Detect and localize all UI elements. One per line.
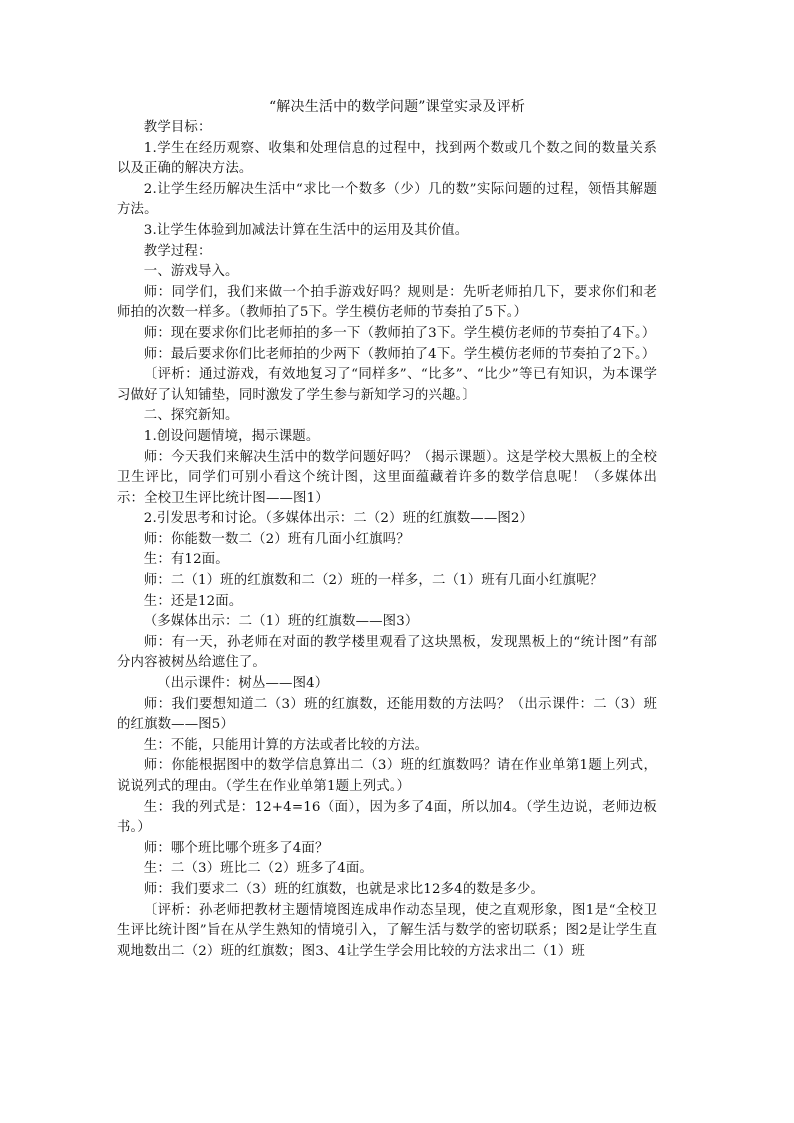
paragraph: 2.让学生经历解决生活中“求比一个数多（少）几的数”实际问题的过程，领悟其解题方法。 [117, 181, 657, 218]
paragraph: 〔评析：通过游戏，有效地复习了“同样多”、“比多”、“比少”等已有知识，为本课学习做好了认知铺垫，同时激发了学生参与新知学习的兴趣。〕 [117, 367, 657, 403]
paragraph: 师：同学们，我们来做一个拍手游戏好吗？规则是：先听老师拍几下，要求你们和老师拍的次数一样多。（教师拍了5下。学生模仿老师的节奏拍了5下。） [117, 284, 657, 321]
paragraph: （多媒体出示：二（1）班的红旗数——图3） [143, 614, 419, 630]
paragraph: 二、探究新知。 [143, 408, 239, 424]
paragraph: 师：二（1）班的红旗数和二（2）班的一样多，二（1）班有几面小红旗呢？ [143, 573, 604, 589]
document-body [117, 118, 657, 962]
paragraph: （出示课件：树丛——图4） [157, 676, 329, 692]
paragraph: 1.创设问题情境，揭示课题。 [143, 428, 320, 444]
paragraph: 师：我们要求二（3）班的红旗数，也就是求比12多4的数是多少。 [143, 881, 545, 897]
paragraph: 生：二（3）班比二（2）班多了4面。 [143, 861, 373, 877]
paragraph: 1.学生在经历观察、收集和处理信息的过程中，找到两个数或几个数之间的数量关系以及正确的解决方法。 [117, 140, 657, 177]
paragraph: 师：现在要求你们比老师拍的多一下（教师拍了3下。学生模仿老师的节奏拍了4下。） [143, 325, 656, 341]
paragraph: 教学过程： [143, 243, 212, 259]
paragraph: 师：最后要求你们比老师拍的少两下（教师拍了4下。学生模仿老师的节奏拍了2下。） [143, 346, 656, 362]
paragraph: 师：你能数一数二（2）班有几面小红旗吗？ [143, 531, 410, 547]
paragraph: 2.引发思考和讨论。（多媒体出示：二（2）班的红旗数——图2） [143, 511, 534, 527]
paragraph: 一、游戏导入。 [143, 264, 239, 280]
paragraph: 师：我们要想知道二（3）班的红旗数，还能用数的方法吗？（出示课件：二（3）班的红旗数——图5） [117, 696, 657, 733]
paragraph: 教学目标： [143, 120, 212, 135]
paragraph: 3.让学生体验到加减法计算在生活中的运用及其价值。 [143, 222, 469, 238]
paragraph: 生：不能，只能用计算的方法或者比较的方法。 [143, 737, 429, 753]
document-title: “解决生活中的数学问题”课堂实录及评析 [268, 99, 526, 115]
paragraph: 生：有12面。 [143, 552, 229, 568]
paragraph: 师：今天我们来解决生活中的数学问题好吗？（揭示课题）。这是学校大黑板上的全校卫生评比，同学们可别小看这个统计图，这里面蕴藏着许多的数学信息呢！（多媒体出示：全校卫生评比统计图——图1） [117, 449, 657, 506]
paragraph: 师：哪个班比哪个班多了4面？ [143, 840, 329, 856]
paragraph: 师：有一天，孙老师在对面的教学楼里观看了这块黑板，发现黑板上的“统计图”有部分内容被树丛给遮住了。 [117, 634, 657, 671]
paragraph: 师：你能根据图中的数学信息算出二（3）班的红旗数吗？请在作业单第1题上列式，说说列式的理由。（学生在作业单第1题上列式。） [117, 758, 657, 794]
paragraph: 生：我的列式是：12+4=16（面），因为多了4面，所以加4。（学生边说，老师边板书。） [117, 799, 657, 836]
paragraph: 生：还是12面。 [143, 593, 243, 609]
paragraph: 〔评析：孙老师把教材主题情境图连成串作动态呈现，使之直观形象，图1是“全校卫生评比统计图”旨在从学生熟知的情境引入，了解生活与数学的密切联系；图2是让学生直观地数出二（2）班的红旗数；图3、4让学生学会用比较的方法求出二（1）班 [117, 902, 657, 959]
